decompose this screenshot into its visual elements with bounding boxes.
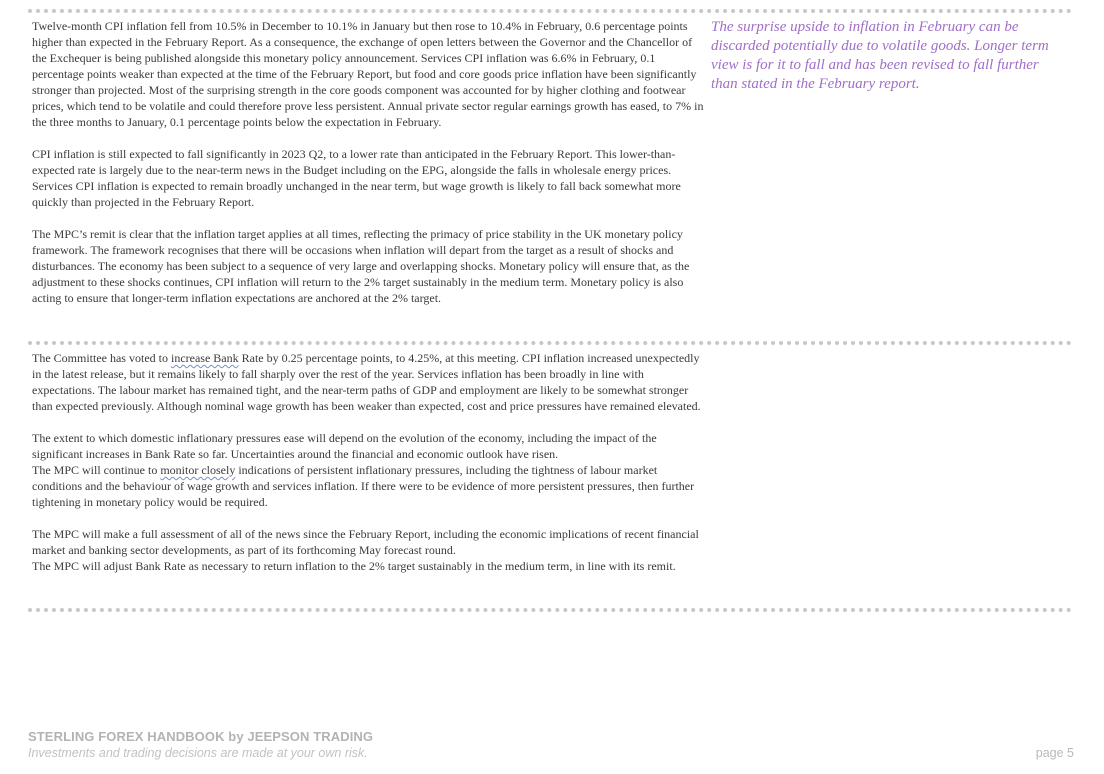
policy-decision-section: [32, 350, 708, 574]
paragraph-adjust-bank-rate: The MPC will adjust Bank Rate as necessary to return inflation to the 2% target sustainably in the medium term, in line with its remit.: [32, 559, 676, 573]
paragraph-rate-decision: The Committee has voted to increase Bank Rate by 0.25 percentage points, to 4.25%, at this meeting. CPI inflation increased unexpectedly in the latest release, but it remains likely to fall sharply over the rest of the year. Services inflation has been broadly in line with expectations. The labour market has remained tight, and the near-term paths of GDP and employment are likely to be somewhat stronger than expected previously. Although nominal wage growth has been weaker than expected, cost and price pressures have remained elevated.: [32, 351, 701, 413]
bottom-divider: [28, 608, 1072, 612]
paragraph-cpi-outlook: CPI inflation is still expected to fall significantly in 2023 Q2, to a lower rate than anticipated in the February Report. This lower-than-expected rate is largely due to the near-term news in the Budget including on the EPG, alongside the falls in wholesale energy prices. Services CPI inflation is expected to remain broadly unchanged in the near term, but wage growth is likely to fall back somewhat more quickly than projected in the February Report.: [32, 147, 681, 209]
paragraph-cpi-february: Twelve-month CPI inflation fell from 10.5% in December to 10.1% in January but then rose to 10.4% in February, 0.6 percentage points higher than expected in the February Report. As a consequence, the exchange of open letters between the Governor and the Chancellor of the Exchequer is being published alongside this monetary policy announcement. Services CPI inflation was 6.6% in February, 0.1 percentage points weaker than expected at the time of the February Report, but food and core goods price inflation have been significantly stronger than projected. Most of the surprising strength in the core goods component was accounted for by higher clothing and footwear prices, which tend to be volatile and could therefore prove less persistent. Annual private sector regular earnings growth has eased, to 7% in the three months to January, 0.1 percentage points below the expectation in February.: [32, 19, 704, 129]
page-number: page 5: [1035, 746, 1074, 760]
middle-divider: [28, 341, 1072, 345]
spellcheck-highlight: monitor closely: [160, 463, 236, 477]
analyst-note: The surprise upside to inflation in February can be discarded potentially due to volatile goods. Longer term view is for it to fall and has been revised to fall further than stated in the February report.: [711, 19, 1049, 92]
paragraph-mpc-remit: The MPC’s remit is clear that the inflation target applies at all times, reflecting the primacy of price stability in the UK monetary policy framework. The framework recognises that there will be occasions when inflation will depart from the target as a result of shocks and disturbances. The economy has been subject to a sequence of very large and overlapping shocks. Monetary policy will ensure that, as the adjustment to these shocks continues, CPI inflation will return to the 2% target sustainably in the medium term. Monetary policy is also acting to ensure that longer-term inflation expectations are anchored at the 2% target.: [32, 227, 690, 305]
paragraph-full-assessment: The MPC will make a full assessment of all of the news since the February Report, including the economic implications of recent financial market and banking sector developments, as part of its forthcoming May forecast round.: [32, 527, 699, 557]
inflation-analysis-section: [32, 18, 708, 306]
paragraph-domestic-pressures: The extent to which domestic inflationary pressures ease will depend on the evolution of the economy, including the impact of the significant increases in Bank Rate so far. Uncertainties around the financial and economic outlook have risen.: [32, 431, 657, 461]
top-divider: [28, 9, 1072, 13]
spellcheck-highlight: increase Bank: [170, 351, 239, 365]
footer-title: STERLING FOREX HANDBOOK by JEEPSON TRADING: [28, 729, 374, 744]
footer-disclaimer: Investments and trading decisions are made at your own risk.: [28, 746, 368, 760]
paragraph-monitoring: The MPC will continue to monitor closely indications of persistent inflationary pressures, including the tightness of labour market conditions and the behaviour of wage growth and services inflation. If there were to be evidence of more persistent pressures, then further tightening in monetary policy would be required.: [32, 463, 695, 509]
